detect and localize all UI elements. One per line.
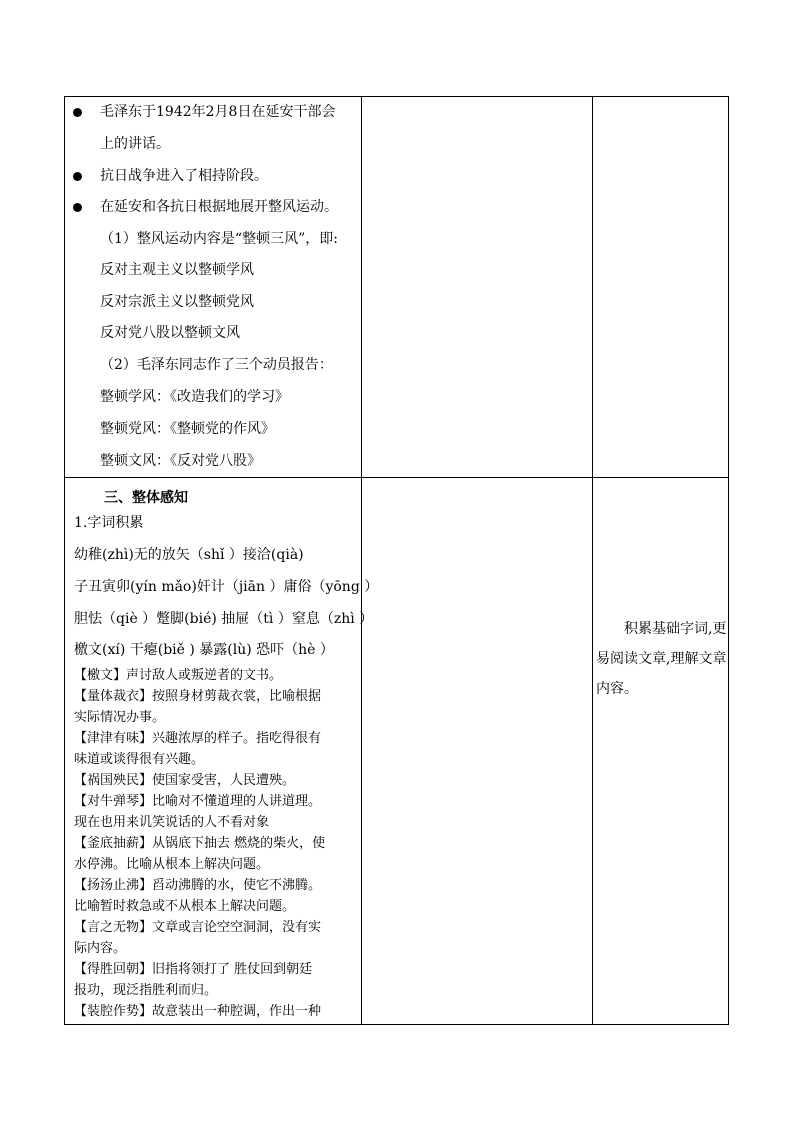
rectification-line: 反对主观主义以整顿学风	[100, 262, 254, 278]
report-line: 整顿文风：《反对党八股》	[100, 453, 261, 469]
definition-line: 【津津有味】兴趣浓厚的样子。指吃得很有	[74, 731, 322, 746]
definition-line: 际内容。	[74, 941, 127, 956]
table-border-bottom	[64, 1024, 729, 1025]
definition-line: 水停沸。比喻从根本上解决问题。	[74, 857, 270, 872]
rectification-line: 反对宗派主义以整顿党风	[100, 294, 254, 310]
report-line: 整顿学风：《改造我们的学习》	[100, 389, 289, 405]
definition-line: 【釜底抽薪】从锅底下抽去 燃烧的柴火，使	[74, 836, 326, 851]
definition-line: 【对牛弹琴】比喻对不懂道理的人讲道理。	[74, 794, 322, 809]
pinyin-line: 胆怯（qiè ）蹩脚(bié) 抽屉（tì ）窒息（zhì ）	[74, 611, 374, 627]
definition-line: 味道或谈得很有兴趣。	[74, 752, 205, 767]
section-heading: 三、整体感知	[104, 490, 188, 506]
bullet-text-2: 抗日战争进入了相持阶段。	[100, 168, 268, 184]
definition-line: 报功，现泛指胜利而归。	[74, 983, 218, 998]
report-line: 整顿党风：《整顿党的作风》	[100, 421, 275, 437]
definition-line: 【得胜回朝】旧指将领打了 胜仗回到朝廷	[74, 962, 313, 977]
bullet-text-1: 毛泽东于1942年2月8日在延安干部会	[100, 104, 336, 120]
column-divider-1	[361, 96, 362, 1025]
pinyin-line: 幼稚(zhì)无的放矢（shǐ ）接洽(qià)	[74, 547, 304, 563]
definition-line: 现在也用来讥笑说话的人不看对象	[74, 815, 270, 830]
row-divider	[64, 477, 729, 478]
bullet-text-1-continuation: 上的讲话。	[100, 136, 170, 152]
rectification-line: 反对党八股以整顿文风	[100, 325, 240, 341]
definition-line: 【祸国殃民】使国家受害，人民遭殃。	[74, 773, 296, 788]
table-border-left	[64, 96, 65, 1025]
pinyin-line: 子丑寅卯(yín mǎo)奸计（jiān ）庸俗（yōng ）	[74, 579, 379, 595]
design-intent-note	[596, 614, 728, 704]
table-border-right	[728, 96, 729, 1025]
bullet-dot-icon	[73, 172, 82, 181]
note-text: 积累基础字词,更易阅读文章,理解文章内容。	[596, 621, 727, 697]
reports-heading: （2）毛泽东同志作了三个动员报告：	[100, 357, 333, 373]
rectification-content-heading: （1）整风运动内容是“整顿三风”，即:	[100, 231, 338, 247]
definition-line: 【装腔作势】故意装出一种腔调，作出一种	[74, 1004, 322, 1019]
pinyin-line: 檄文(xí) 干瘪(biě ) 暴露(lù) 恐吓（hè ）	[74, 642, 334, 658]
bullet-dot-icon	[73, 203, 82, 212]
table-border-top	[64, 96, 729, 97]
definition-line: 比喻暂时救急或不从根本上解决问题。	[74, 899, 296, 914]
subsection-heading: 1.字词积累	[74, 515, 144, 531]
bullet-dot-icon	[73, 108, 82, 117]
definition-line: 【檄文】声讨敌人或叛逆者的文书。	[74, 668, 283, 683]
definition-line: 【量体裁衣】按照身材剪裁衣裳，比喻根据	[74, 689, 322, 704]
definition-line: 实际情况办事。	[74, 710, 166, 725]
bullet-text-3: 在延安和各抗日根据地展开整风运动。	[100, 199, 338, 215]
definition-line: 【扬汤止沸】舀动沸腾的水，使它不沸腾。	[74, 878, 322, 893]
column-divider-2	[592, 96, 593, 1025]
definition-line: 【言之无物】文章或言论空空洞洞，没有实	[74, 920, 322, 935]
